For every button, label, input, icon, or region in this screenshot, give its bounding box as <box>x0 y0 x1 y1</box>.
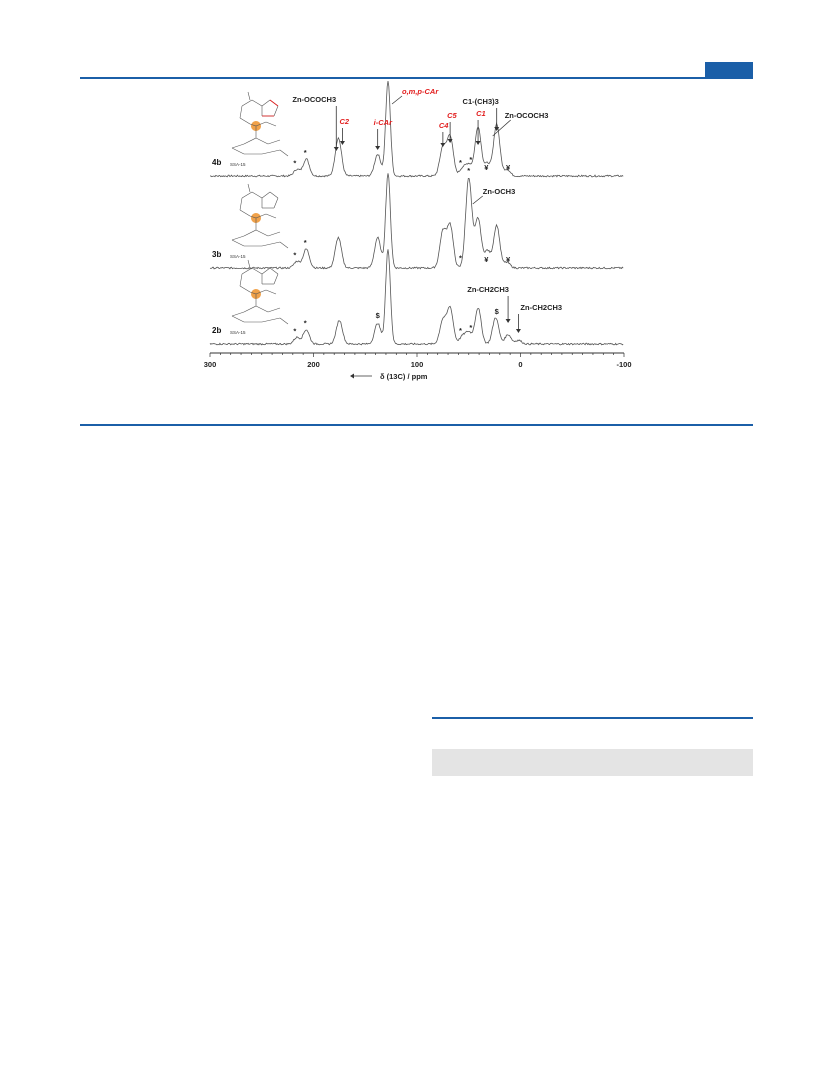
bond-line <box>274 198 278 208</box>
support-label: SSA-15 <box>230 254 246 259</box>
annotation-label: Zn-OCH3 <box>482 187 516 196</box>
x-tick-label: 100 <box>410 360 424 369</box>
annotation-label: Zn-OCOCH3 <box>504 111 549 120</box>
arrowhead-icon <box>350 374 354 379</box>
bond-line <box>262 150 280 154</box>
bond-line <box>262 100 270 106</box>
annotation-label: C4 <box>438 121 449 130</box>
arrowhead-icon <box>375 146 380 150</box>
annotation-label: o,m,p-CAr <box>402 87 439 96</box>
bond-line <box>270 192 278 198</box>
bond-line <box>240 274 242 286</box>
bond-line <box>268 140 280 144</box>
bond-line <box>232 240 244 246</box>
structure-drawings <box>212 92 288 335</box>
sample-label-3b: 3b <box>212 250 222 259</box>
bond-line <box>256 306 268 312</box>
bond-line <box>244 230 256 236</box>
annotation-4b-3 <box>392 87 439 104</box>
bond-line <box>266 214 276 218</box>
annotation-2b-1 <box>516 303 562 333</box>
marker-3b-0: * <box>293 250 297 260</box>
bond-line <box>274 274 278 284</box>
bond-line <box>268 232 280 236</box>
annotation-arrow <box>473 196 483 204</box>
annotation-4b-0 <box>292 95 338 151</box>
bond-line <box>280 242 288 248</box>
annotation-2b-0 <box>467 285 510 323</box>
bond-line <box>256 230 268 236</box>
sample-label-4b: 4b <box>212 158 222 167</box>
marker-4b-5: ¥ <box>505 163 511 172</box>
bond-line <box>268 308 280 312</box>
bond-line <box>252 100 262 106</box>
bond-line <box>248 260 250 268</box>
support-label: SSA-15 <box>230 162 246 167</box>
bond-line <box>266 290 276 294</box>
structure-2b <box>212 260 288 335</box>
annotation-4b-5 <box>447 111 457 143</box>
annotation-label: i-CAr <box>373 118 393 127</box>
bond-line <box>240 286 250 292</box>
marker-4b-1: * <box>303 147 307 157</box>
bond-line <box>262 192 270 198</box>
x-tick-label: 200 <box>307 360 320 369</box>
x-axis <box>204 353 632 381</box>
x-tick-label: 0 <box>518 360 523 369</box>
annotation-4b-8 <box>493 111 549 136</box>
marker-4b-3: * <box>469 154 473 164</box>
bond-line <box>240 118 250 124</box>
arrowhead-icon <box>516 329 521 333</box>
marker-2b-0: * <box>293 326 297 336</box>
annotation-label: Zn-OCOCH3 <box>292 95 337 104</box>
bond-line <box>240 198 242 210</box>
marker-2b-5: $ <box>494 306 499 316</box>
bond-line <box>262 268 270 274</box>
structure-3b <box>212 184 288 259</box>
marker-3b-1: * <box>303 238 307 248</box>
bond-line <box>252 192 262 198</box>
bond-line <box>232 236 244 240</box>
trace-3b <box>210 173 623 269</box>
marker-3b-2: * <box>459 253 462 263</box>
bond-line <box>280 318 288 324</box>
annotation-label: Zn-CH2CH3 <box>520 303 563 312</box>
bond-line <box>266 122 276 126</box>
trace-2b <box>210 249 623 345</box>
marker-3b-4: ¥ <box>484 255 489 264</box>
bond-line <box>244 306 256 312</box>
support-label: SSA-15 <box>230 330 246 335</box>
annotation-3b-0 <box>473 187 516 204</box>
bond-line <box>232 148 244 154</box>
annotation-label: C2 <box>339 117 350 126</box>
annotation-4b-1 <box>339 117 349 145</box>
annotation-label: C1-(CH3)3 <box>462 97 499 106</box>
x-tick-label: -100 <box>616 360 632 369</box>
bond-line <box>242 100 252 106</box>
arrowhead-icon <box>340 141 345 145</box>
x-tick-label: 300 <box>203 360 217 369</box>
bond-line <box>248 184 250 192</box>
arrowhead-icon <box>476 141 481 145</box>
sample-label-2b: 2b <box>212 326 222 335</box>
annotation-label: C5 <box>447 111 457 120</box>
bond-line <box>262 242 280 246</box>
annotation-label: Zn-CH2CH3 <box>467 285 509 294</box>
structure-4b <box>212 92 288 167</box>
annotation-label: C1 <box>476 109 486 118</box>
bond-line <box>242 192 252 198</box>
annotation-arrow <box>392 96 402 104</box>
bond-line <box>244 138 256 144</box>
annotation-4b-4 <box>439 121 449 147</box>
marker-3b-3: * <box>467 165 471 175</box>
bond-line <box>256 138 268 144</box>
bond-line <box>232 316 244 322</box>
arrowhead-icon <box>440 143 445 147</box>
marker-3b-5: ¥ <box>505 255 511 264</box>
bond-line <box>240 210 250 216</box>
bond-line-highlight <box>270 100 278 106</box>
marker-2b-1: * <box>303 318 307 328</box>
marker-4b-0: * <box>293 158 297 168</box>
bond-line <box>262 318 280 322</box>
marker-4b-4: ¥ <box>484 163 489 172</box>
x-axis-label: δ (13C) / ppm <box>380 372 428 381</box>
peak-annotations <box>292 87 562 333</box>
bond-line <box>280 150 288 156</box>
marker-2b-3: * <box>459 325 462 335</box>
bond-line <box>248 92 250 100</box>
marker-2b-2: $ <box>375 311 380 321</box>
bond-line <box>240 106 242 118</box>
annotation-4b-2 <box>374 118 393 150</box>
bond-line <box>274 106 278 116</box>
arrowhead-icon <box>334 147 339 151</box>
bond-line <box>232 312 244 316</box>
arrowhead-icon <box>506 319 511 323</box>
bond-line <box>232 144 244 148</box>
marker-2b-4: * <box>469 322 473 332</box>
marker-4b-2: * <box>459 157 462 167</box>
